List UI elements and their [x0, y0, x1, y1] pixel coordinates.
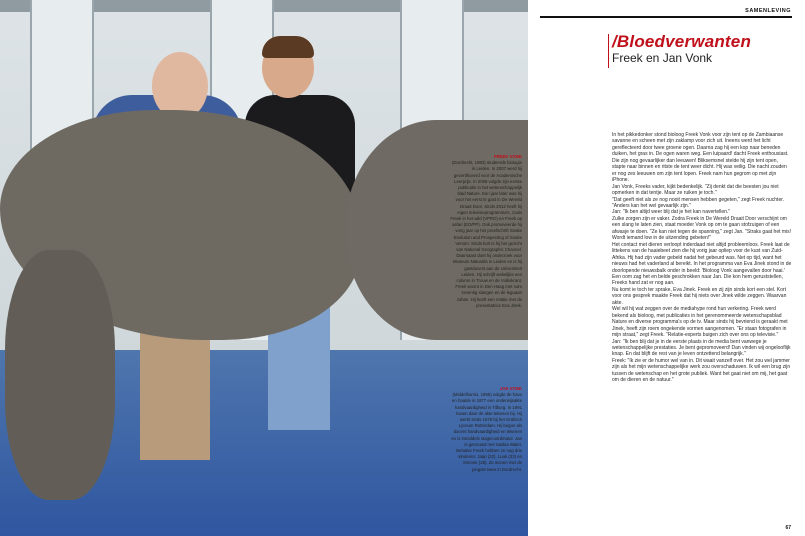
article-body [612, 132, 792, 384]
body-paragraph: Freek: "Ik zie er de humor wel van in. Dit waait vanzelf over. Het zou wel jammer zijn als het mijn wetenschappelijke werk zou overschaduwen. Ik wil een brug zijn tussen de wetenschap en het grote publiek. Want het gaat niet om mij, het gaat om de dieren en de natuur." [612, 357, 791, 384]
jan-legs [140, 330, 210, 460]
body-paragraph: Jan Vonk, Freeks vader, kijkt bedenkelijk. "Zij denkt dat die beesten jou niet opmerken in dat tentje. Maar ze ruiken je toch." [612, 183, 779, 197]
article-subtitle: Freek en Jan Vonk [612, 51, 713, 65]
body-paragraph: Zulke zorgen zijn er vaker. Zodra Freek in De Wereld Draait Door verschijnt om een slang te laten zien, staat moeder Vonk op om te gaan stofzuigen of een afwasje te doen. "Ze kan niet tegen de spanning," zegt Jan. "Straks gaat het mis! Wordt iemand low in de uitzending gebeten!" [612, 215, 792, 242]
body-paragraph: Wel wil hij wat zeggen over de mediahype rond hun verkering. Freek werd bekend als bioloog, met publicaties in het gerenommeerde wetenschapsblad Nature en diverse programma's op de tv. Maar sinds hij bevriend is geraakt met Jinek, heeft zijn roem ongekende vormen aangenomen. "Er staan fotografen in mijn straat," zegt Freek. "Relatie-experts buigen zich over ons op televisie." [612, 306, 788, 339]
rhino-left-leg [5, 250, 115, 500]
body-paragraph: Het contact met dieren verloopt inderdaad niet altijd probleemloos. Freek laat de littekens van de haaiebeet zien die hij vorig jaar opliep voor de kust van Zuid-Afrika. Hij had zijn vader gebeld nadat het gebeurd was. Net op tijd, want het nieuws had het vaderland al bereikt. In het programma van Eva Jinek stond in de doorlopende nieuwsbalk onder in beeld: 'Bioloog Vonk aangevallen door haai.' Een oom zag het en belde geschrokken naar Jan. Die kon hem geruststellen, Freeks hand zat er nog aan. [612, 241, 792, 287]
body-paragraph: Nu komt ie toch ter sprake, Eva Jinek. Freek en zij zijn sinds kort een stel. Kort voor ons gesprek maakte Freek dat hij niets over Jinek wilde zeggen. Waarvan akte. [612, 286, 787, 306]
body-paragraph: In het pikkedonker stond bioloog Freek Vonk voor zijn tent op de Zambiaanse savanne en scheen met zijn zaklamp voor zich uit. Ineens werd het licht gereflecteerd door twee groene ogen. Daarna zag hij een kop naar beneden duiken, het gras in. De ogen waren weg. Een luipaard! dacht Freek enthousiast. Die zijn nog gevaarlijker dan leeuwen! Bliksemsnel stelde hij zijn tent open, stapte naar binnen en ritste de tent weer dicht. Hij was veilig. Die nacht zouden er nog zes leeuwen om zijn tent lopen. Freek nam hun gegrom op met zijn iPhone. [612, 132, 789, 184]
article-page [528, 0, 805, 536]
article-title: /Bloedverwanten [612, 32, 752, 51]
page-number: 67 [785, 525, 791, 531]
bio-freek-name: FREEK VONK [493, 154, 522, 159]
bio-jan-text: (Middelharnis, 1955) volgde de havo en haalde in 1977 een onderwijsakte handvaardigheid in Tilburg. In 1991 kwam daar de akte tekenen bij. Hij werkt sinds 1978 bij het Grafisch Lyceum Rotterdam. Hij begon als docent handvaardigheid en tekenen en is inmiddels stagecoördinator. Jan is getrouwd met Saskia Walet. Behalve Freek hebben ze nog drie kinderen: Jaap (32), Luuk (33) en Simone (28). Ze wonen met de jongste twee in Dordrecht. [451, 392, 522, 472]
body-paragraph: "Dat geeft niet als ze nog nooit mensen hebben gegeten," zegt Freek nuchter. "Anders kan het wel gevaarlijk zijn." [612, 196, 784, 209]
title-rule [608, 34, 609, 68]
bio-jan [450, 386, 522, 473]
freek-hair [262, 36, 314, 58]
bio-freek-text: (Dordrecht, 1983) studeerde biologie in Leiden. In 2007 werd hij gecertificeerd voor de Academische Leerprijs. In 2008 volgde zijn eerste publicatie in het wetenschappelijk blad Nature. Een jaar later was hij voor het eerst te gast in De Wereld Draait Door. Sinds 2012 heeft hij eigen televisieprogramma's, zoals Freek in het wild (VPRO) en Freek op safari (EO/PP). Ook promoveerde hij vorig jaar op het proefschrift Snake Evolution and Prospecting of Snake Venom. Sinds kort is hij het gezicht van National Geographic Channel. Daarnaast doet hij onderzoek voor Museum Naturalis in Leiden en is hij gastdocent aan de Universiteit Leiden. Hij schrijft wekelijks een column in Trouw en de Volkskrant. Freek woont in Den Haag met ruim zeventig slangen en de leguaan Johan. Hij heeft een relatie met de presentatrice Eva Jinek. [450, 160, 522, 308]
section-label: SAMENLEVING [745, 8, 791, 14]
top-rule [540, 16, 792, 18]
body-paragraph: Jan: "Ik ben blij dat je in de eerste plaats in de media bent vanwege je wetenschappelijke prestaties. Je bent gepromoveerd! Dan vinden wij ongelooflijk knap. En dat blijft de rest van je leven ontzettend belangrijk." [612, 338, 791, 358]
body-paragraph: Jan: "Ik ben altijd weer blij dat je het kan navertellen." [612, 209, 731, 216]
bio-jan-name: JAN VONK [499, 386, 522, 391]
bio-freek [450, 154, 522, 309]
